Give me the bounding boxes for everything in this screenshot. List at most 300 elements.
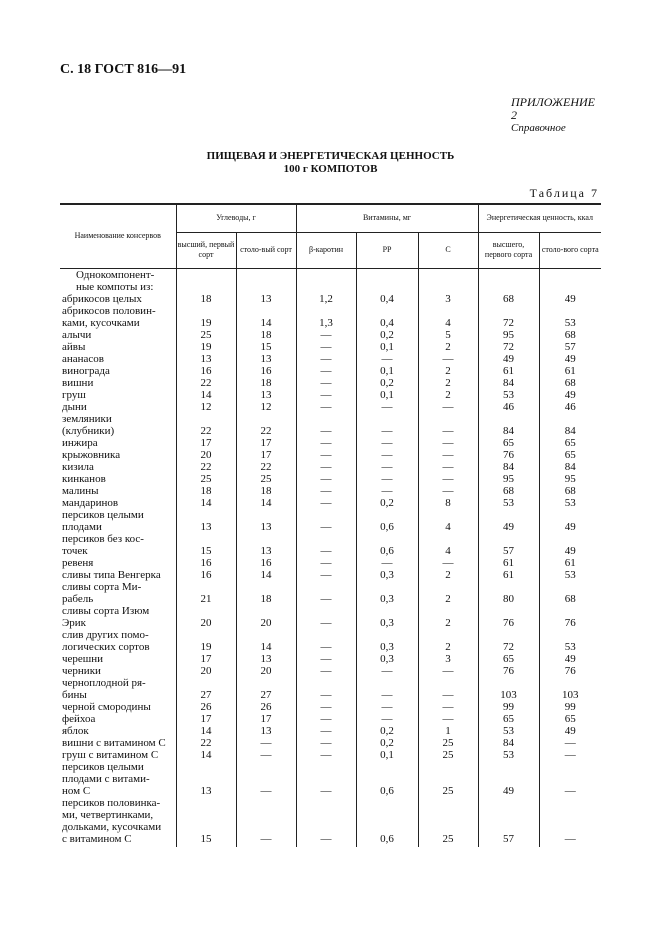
vitamin-c-cell: 5	[418, 329, 478, 341]
pp-cell: 0,2	[356, 377, 418, 389]
product-name-line: ном С	[62, 784, 91, 797]
vitamin-c-cell: 8	[418, 497, 478, 509]
carbs-high-cell: 20	[176, 449, 236, 461]
table-row	[60, 725, 601, 737]
energy-table-cell: —	[539, 737, 601, 749]
energy-high-cell: 46	[478, 401, 539, 413]
product-name	[60, 713, 176, 725]
energy-table-cell: 53	[539, 497, 601, 509]
product-name	[60, 365, 176, 377]
vitamin-c-cell: 2	[418, 581, 478, 605]
table-row	[60, 365, 601, 377]
energy-high-cell: 53	[478, 749, 539, 761]
energy-high-cell: 76	[478, 449, 539, 461]
product-name-line: черноплодной ря-	[62, 676, 146, 689]
energy-table-cell: 49	[539, 389, 601, 401]
beta-carotene-cell: —	[296, 341, 356, 353]
carbs-high-cell: 22	[176, 461, 236, 473]
beta-carotene-cell: —	[296, 533, 356, 557]
energy-high-cell: 99	[478, 701, 539, 713]
pp-cell: 0,6	[356, 509, 418, 533]
energy-high-cell: 103	[478, 677, 539, 701]
product-name-line: алычи	[62, 328, 92, 341]
carbs-table-cell: 18	[236, 329, 296, 341]
product-name-line: черешни	[62, 652, 104, 665]
pp-cell: —	[356, 413, 418, 437]
vitamin-c-cell: 25	[418, 737, 478, 749]
table-row	[60, 329, 601, 341]
energy-table-cell	[539, 268, 601, 293]
energy-table-cell: 49	[539, 293, 601, 305]
product-name-line: черники	[62, 664, 101, 677]
table-row	[60, 737, 601, 749]
product-name-line: кизила	[62, 460, 94, 473]
carbs-table-cell: 22	[236, 461, 296, 473]
carbs-high-cell: 25	[176, 329, 236, 341]
carbs-table-cell	[236, 268, 296, 293]
table-row	[60, 341, 601, 353]
pp-cell: 0,6	[356, 797, 418, 847]
beta-carotene-cell	[296, 268, 356, 293]
carbs-high-cell: 19	[176, 629, 236, 653]
pp-cell: 0,3	[356, 581, 418, 605]
carbs-table-cell: 22	[236, 413, 296, 437]
vitamin-c-cell: 3	[418, 293, 478, 305]
product-name	[60, 353, 176, 365]
col-header-carbs: Углеводы, г	[176, 204, 296, 232]
energy-table-cell: 53	[539, 629, 601, 653]
energy-high-cell: 49	[478, 509, 539, 533]
table-row	[60, 268, 601, 293]
carbs-high-cell: 12	[176, 401, 236, 413]
carbs-table-cell: 13	[236, 509, 296, 533]
appendix-subtitle: Справочное	[511, 122, 566, 134]
appendix-title: ПРИЛОЖЕНИЕ 2	[511, 95, 595, 122]
vitamin-c-cell: 2	[418, 377, 478, 389]
energy-table-cell: 76	[539, 605, 601, 629]
table-row	[60, 761, 601, 797]
beta-carotene-cell: —	[296, 605, 356, 629]
vitamin-c-cell: —	[418, 353, 478, 365]
vitamin-c-cell: 2	[418, 341, 478, 353]
energy-table-cell: 49	[539, 725, 601, 737]
product-name	[60, 533, 176, 557]
energy-high-cell: 53	[478, 497, 539, 509]
product-name-line: с витамином С	[62, 832, 132, 845]
product-name-line: груш с витамином С	[62, 748, 159, 761]
pp-cell: —	[356, 353, 418, 365]
pp-cell: 0,3	[356, 653, 418, 665]
beta-carotene-cell: —	[296, 353, 356, 365]
vitamin-c-cell: —	[418, 485, 478, 497]
vitamin-c-cell: —	[418, 413, 478, 437]
carbs-high-cell	[176, 268, 236, 293]
col-header-carbs-high: высший, первый сорт	[176, 232, 236, 268]
product-name	[60, 401, 176, 413]
product-name-line: сливы типа Венгерка	[62, 568, 161, 581]
energy-table-cell: —	[539, 749, 601, 761]
energy-table-cell: 61	[539, 557, 601, 569]
energy-table-cell: 53	[539, 305, 601, 329]
product-name	[60, 341, 176, 353]
energy-high-cell: 65	[478, 437, 539, 449]
carbs-high-cell: 14	[176, 497, 236, 509]
product-name-line: рабель	[62, 592, 94, 605]
table-row	[60, 569, 601, 581]
appendix-label	[511, 96, 601, 135]
product-name	[60, 268, 176, 293]
pp-cell: 0,2	[356, 737, 418, 749]
carbs-table-cell: 27	[236, 677, 296, 701]
vitamin-c-cell: 4	[418, 533, 478, 557]
pp-cell: —	[356, 485, 418, 497]
energy-table-cell: 99	[539, 701, 601, 713]
vitamin-c-cell: 25	[418, 761, 478, 797]
carbs-high-cell: 13	[176, 761, 236, 797]
table-row	[60, 377, 601, 389]
energy-high-cell	[478, 268, 539, 293]
product-name-line: плодами	[62, 520, 102, 533]
energy-high-cell: 53	[478, 389, 539, 401]
carbs-high-cell: 16	[176, 365, 236, 377]
product-name-line: персиков целыми	[62, 508, 144, 521]
col-header-name: Наименование консервов	[60, 204, 176, 268]
table-row	[60, 473, 601, 485]
beta-carotene-cell: —	[296, 701, 356, 713]
product-name-line: Однокомпонент-	[76, 268, 155, 281]
table-row	[60, 533, 601, 557]
product-name	[60, 377, 176, 389]
table-row	[60, 701, 601, 713]
beta-carotene-cell: —	[296, 377, 356, 389]
pp-cell: 0,1	[356, 341, 418, 353]
beta-carotene-cell: —	[296, 677, 356, 701]
document-title	[0, 150, 661, 176]
product-name-line: инжира	[62, 436, 98, 449]
beta-carotene-cell: —	[296, 749, 356, 761]
carbs-table-cell: 13	[236, 533, 296, 557]
carbs-table-cell: —	[236, 797, 296, 847]
nutrition-table	[60, 203, 601, 847]
vitamin-c-cell: —	[418, 701, 478, 713]
product-name-line: точек	[62, 544, 88, 557]
col-header-energy-high: высшего, первого сорта	[478, 232, 539, 268]
product-name-line: груш	[62, 388, 86, 401]
product-name-line: мандаринов	[62, 496, 119, 509]
energy-high-cell: 76	[478, 605, 539, 629]
beta-carotene-cell: —	[296, 629, 356, 653]
table-row	[60, 437, 601, 449]
table-row	[60, 509, 601, 533]
energy-high-cell: 95	[478, 473, 539, 485]
product-name-line: сливы сорта Изюм	[62, 604, 150, 617]
product-name-line: дыни	[62, 400, 87, 413]
vitamin-c-cell: 4	[418, 509, 478, 533]
product-name-line: сливы сорта Ми-	[62, 580, 142, 593]
carbs-high-cell: 16	[176, 557, 236, 569]
vitamin-c-cell: 2	[418, 389, 478, 401]
product-name	[60, 581, 176, 605]
title-line-1: ПИЩЕВАЯ И ЭНЕРГЕТИЧЕСКАЯ ЦЕННОСТЬ	[206, 150, 455, 162]
energy-high-cell: 84	[478, 737, 539, 749]
beta-carotene-cell: —	[296, 509, 356, 533]
product-name-line: ками, кусочками	[62, 316, 140, 329]
carbs-table-cell: 17	[236, 713, 296, 725]
product-name-line: (клубники)	[62, 424, 115, 437]
col-header-c: С	[418, 232, 478, 268]
pp-cell: —	[356, 473, 418, 485]
pp-cell: —	[356, 557, 418, 569]
carbs-high-cell: 22	[176, 377, 236, 389]
vitamin-c-cell: —	[418, 449, 478, 461]
beta-carotene-cell: —	[296, 653, 356, 665]
carbs-table-cell: 14	[236, 497, 296, 509]
energy-high-cell: 80	[478, 581, 539, 605]
table-row	[60, 665, 601, 677]
table-row	[60, 677, 601, 701]
energy-table-cell: 68	[539, 377, 601, 389]
pp-cell	[356, 268, 418, 293]
carbs-table-cell: 13	[236, 653, 296, 665]
product-name-line: вишни с витамином С	[62, 736, 166, 749]
product-name-line: абрикосов половин-	[62, 304, 156, 317]
carbs-high-cell: 19	[176, 341, 236, 353]
carbs-table-cell: 20	[236, 665, 296, 677]
beta-carotene-cell: 1,2	[296, 293, 356, 305]
carbs-high-cell: 14	[176, 725, 236, 737]
product-name-line: ми, четвертинками,	[62, 808, 154, 821]
energy-table-cell: 49	[539, 533, 601, 557]
product-name-line: малины	[62, 484, 99, 497]
vitamin-c-cell: —	[418, 557, 478, 569]
beta-carotene-cell: —	[296, 365, 356, 377]
product-name	[60, 437, 176, 449]
carbs-high-cell: 21	[176, 581, 236, 605]
product-name	[60, 449, 176, 461]
table-row	[60, 713, 601, 725]
col-header-carbs-table: столо-вый сорт	[236, 232, 296, 268]
energy-table-cell: 68	[539, 485, 601, 497]
table-row	[60, 629, 601, 653]
beta-carotene-cell: —	[296, 737, 356, 749]
carbs-table-cell: 13	[236, 725, 296, 737]
energy-high-cell: 72	[478, 305, 539, 329]
vitamin-c-cell: —	[418, 473, 478, 485]
product-name-line: земляники	[62, 412, 112, 425]
vitamin-c-cell: 25	[418, 797, 478, 847]
carbs-high-cell: 14	[176, 749, 236, 761]
beta-carotene-cell: —	[296, 497, 356, 509]
carbs-high-cell: 18	[176, 293, 236, 305]
product-name	[60, 761, 176, 797]
pp-cell: 0,2	[356, 725, 418, 737]
pp-cell: —	[356, 461, 418, 473]
energy-table-cell: 65	[539, 437, 601, 449]
carbs-high-cell: 20	[176, 665, 236, 677]
product-name-line: фейхоа	[62, 712, 96, 725]
carbs-high-cell: 22	[176, 413, 236, 437]
vitamin-c-cell: —	[418, 401, 478, 413]
pp-cell: 0,1	[356, 389, 418, 401]
energy-high-cell: 57	[478, 533, 539, 557]
title-line-2: 100 г КОМПОТОВ	[283, 163, 378, 175]
product-name-line: слив других помо-	[62, 628, 149, 641]
product-name	[60, 605, 176, 629]
carbs-high-cell: 14	[176, 389, 236, 401]
page-header: С. 18 ГОСТ 816—91	[60, 62, 187, 77]
carbs-table-cell: 18	[236, 377, 296, 389]
beta-carotene-cell: —	[296, 761, 356, 797]
energy-high-cell: 72	[478, 629, 539, 653]
carbs-high-cell: 16	[176, 569, 236, 581]
table-row	[60, 749, 601, 761]
carbs-table-cell: 26	[236, 701, 296, 713]
pp-cell: —	[356, 401, 418, 413]
pp-cell: 0,6	[356, 533, 418, 557]
beta-carotene-cell: —	[296, 413, 356, 437]
energy-table-cell: 49	[539, 653, 601, 665]
carbs-table-cell: 18	[236, 485, 296, 497]
product-name-line: логических сортов	[62, 640, 150, 653]
vitamin-c-cell: 2	[418, 365, 478, 377]
table-row	[60, 797, 601, 847]
carbs-high-cell: 18	[176, 485, 236, 497]
energy-table-cell: 49	[539, 353, 601, 365]
product-name	[60, 305, 176, 329]
carbs-high-cell: 15	[176, 797, 236, 847]
beta-carotene-cell: —	[296, 713, 356, 725]
product-name-line: кинканов	[62, 472, 106, 485]
carbs-high-cell: 20	[176, 605, 236, 629]
table-row	[60, 653, 601, 665]
vitamin-c-cell: —	[418, 677, 478, 701]
carbs-high-cell: 13	[176, 353, 236, 365]
energy-table-cell: 65	[539, 449, 601, 461]
product-name-line: абрикосов целых	[62, 292, 142, 305]
table-row	[60, 293, 601, 305]
table-row	[60, 389, 601, 401]
carbs-table-cell: 14	[236, 569, 296, 581]
beta-carotene-cell: —	[296, 725, 356, 737]
beta-carotene-cell: —	[296, 329, 356, 341]
pp-cell: 0,3	[356, 569, 418, 581]
product-name-line: дольками, кусочками	[62, 820, 162, 833]
product-name-line: персиков без кос-	[62, 532, 144, 545]
energy-table-cell: 103	[539, 677, 601, 701]
table-row	[60, 485, 601, 497]
energy-table-cell: 46	[539, 401, 601, 413]
energy-high-cell: 95	[478, 329, 539, 341]
energy-table-cell: 68	[539, 581, 601, 605]
table-row	[60, 497, 601, 509]
beta-carotene-cell: —	[296, 401, 356, 413]
pp-cell: 0,1	[356, 365, 418, 377]
carbs-table-cell: 15	[236, 341, 296, 353]
pp-cell: 0,4	[356, 293, 418, 305]
vitamin-c-cell: 25	[418, 749, 478, 761]
product-name	[60, 461, 176, 473]
energy-high-cell: 49	[478, 353, 539, 365]
carbs-table-cell: —	[236, 737, 296, 749]
table-row	[60, 401, 601, 413]
pp-cell: —	[356, 713, 418, 725]
carbs-table-cell: 13	[236, 293, 296, 305]
col-header-energy: Энергетическая ценность, ккал	[478, 204, 601, 232]
vitamin-c-cell: —	[418, 461, 478, 473]
product-name	[60, 737, 176, 749]
product-name	[60, 569, 176, 581]
carbs-table-cell: —	[236, 749, 296, 761]
carbs-high-cell: 13	[176, 509, 236, 533]
carbs-high-cell: 26	[176, 701, 236, 713]
energy-table-cell: 84	[539, 413, 601, 437]
beta-carotene-cell: —	[296, 449, 356, 461]
carbs-table-cell: 20	[236, 605, 296, 629]
product-name	[60, 485, 176, 497]
table-row	[60, 605, 601, 629]
vitamin-c-cell: 3	[418, 653, 478, 665]
table-row	[60, 305, 601, 329]
carbs-table-cell: 13	[236, 389, 296, 401]
product-name	[60, 509, 176, 533]
product-name-line: Эрик	[62, 616, 86, 629]
energy-high-cell: 61	[478, 557, 539, 569]
carbs-high-cell: 17	[176, 653, 236, 665]
product-name-line: айвы	[62, 340, 86, 353]
product-name	[60, 293, 176, 305]
product-name	[60, 557, 176, 569]
energy-high-cell: 76	[478, 665, 539, 677]
beta-carotene-cell: —	[296, 581, 356, 605]
beta-carotene-cell: —	[296, 437, 356, 449]
energy-high-cell: 53	[478, 725, 539, 737]
product-name	[60, 653, 176, 665]
beta-carotene-cell: —	[296, 797, 356, 847]
product-name	[60, 665, 176, 677]
carbs-table-cell: 25	[236, 473, 296, 485]
col-header-energy-table: столо-вого сорта	[539, 232, 601, 268]
pp-cell: —	[356, 677, 418, 701]
energy-high-cell: 68	[478, 293, 539, 305]
carbs-high-cell: 15	[176, 533, 236, 557]
carbs-table-cell: 18	[236, 581, 296, 605]
beta-carotene-cell: —	[296, 665, 356, 677]
vitamin-c-cell: —	[418, 437, 478, 449]
pp-cell: —	[356, 701, 418, 713]
pp-cell: —	[356, 665, 418, 677]
product-name-line: крыжовника	[62, 448, 121, 461]
pp-cell: 0,3	[356, 629, 418, 653]
energy-table-cell: 65	[539, 713, 601, 725]
energy-high-cell: 61	[478, 569, 539, 581]
pp-cell: 0,3	[356, 605, 418, 629]
table-row	[60, 581, 601, 605]
vitamin-c-cell: —	[418, 713, 478, 725]
product-name-line: винограда	[62, 364, 110, 377]
energy-high-cell: 84	[478, 377, 539, 389]
product-name	[60, 677, 176, 701]
vitamin-c-cell	[418, 268, 478, 293]
product-name-line: персиков целыми	[62, 760, 144, 773]
energy-high-cell: 57	[478, 797, 539, 847]
energy-high-cell: 49	[478, 761, 539, 797]
product-name-line: ананасов	[62, 352, 104, 365]
energy-high-cell: 68	[478, 485, 539, 497]
carbs-table-cell: 13	[236, 353, 296, 365]
product-name-line: плодами с витами-	[62, 772, 150, 785]
pp-cell: 0,2	[356, 329, 418, 341]
col-header-pp: РР	[356, 232, 418, 268]
